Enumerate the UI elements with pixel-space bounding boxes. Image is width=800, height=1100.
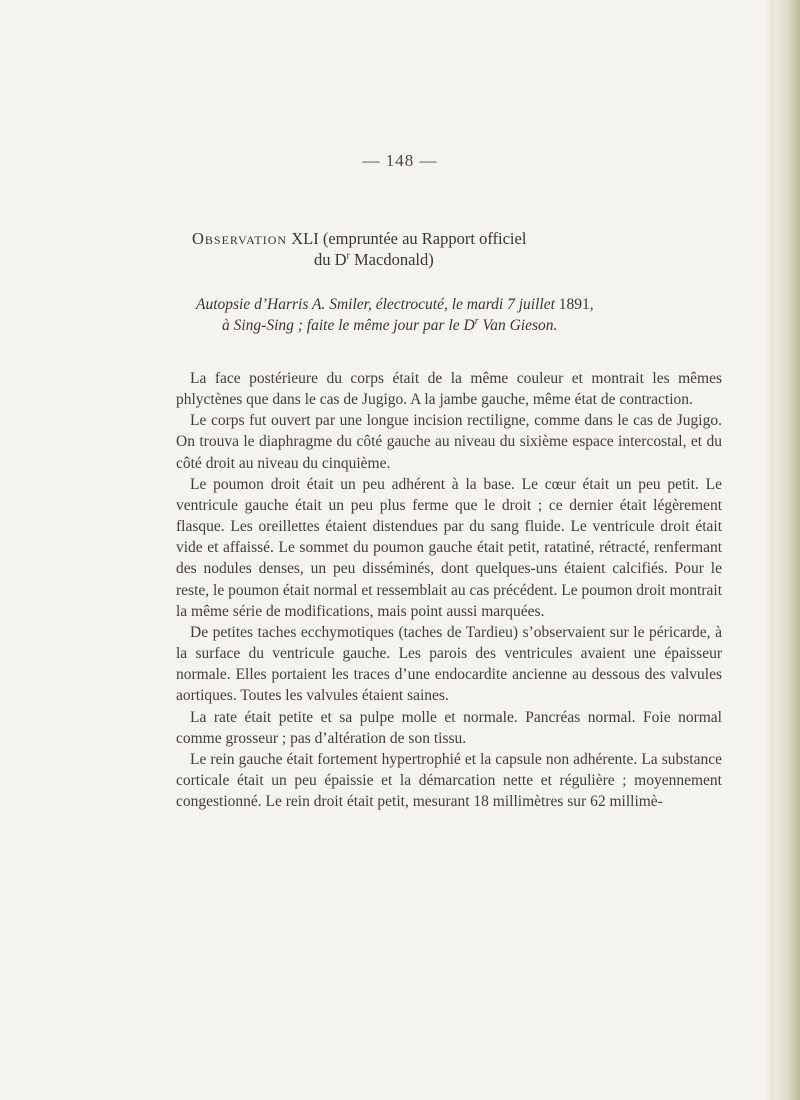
- subtitle-line2: [196, 315, 716, 336]
- observation-heading: [192, 228, 672, 270]
- observation-number: XLI: [291, 229, 319, 248]
- observation-doctor-sup: r: [346, 250, 350, 262]
- page-number: — 148 —: [362, 151, 438, 170]
- observation-source-line2: [192, 249, 672, 270]
- subtitle-line1: [196, 296, 594, 313]
- observation-label: Observation: [192, 229, 288, 248]
- paragraph: Le corps fut ouvert par une longue incision rectiligne, comme dans le cas de Jugigo. On trouva le diaphragme du côté gauche au niveau du sixième espace intercostal, et du côté droit au niveau du cinquième.: [176, 412, 722, 472]
- autopsy-subtitle: [196, 294, 716, 336]
- observation-doctor-prefix: du D: [314, 250, 347, 269]
- subtitle-year: 1891,: [558, 296, 594, 313]
- subtitle-line2-rest: Van Gieson.: [478, 317, 558, 334]
- observation-source-line1: (empruntée au Rapport officiel: [322, 229, 527, 248]
- subtitle-line2-prefix: à Sing-Sing ; faite le même jour par le D: [222, 317, 475, 334]
- paragraph: La rate était petite et sa pulpe molle et normale. Pancréas normal. Foie normal comme grosseur ; pas d’altération de son tissu.: [176, 708, 722, 747]
- paragraph: De petites taches ecchymotiques (taches de Tardieu) s’observaient sur le péricarde, à la surface du ventricule gauche. Les parois des ventricules avaient une épaisseur normale. Elles portaient les traces d’une endocardite ancienne au dessous des valvules aortiques. Toutes les valvules étaient saines.: [176, 623, 722, 705]
- paragraph: Le rein gauche était fortement hypertrophié et la capsule non adhérente. La substance corticale était un peu épaissie et la démarcation nette et régulière ; moyennement congestionné. Le rein droit était petit, mesurant 18 millimètres sur 62 millimè-: [176, 750, 722, 811]
- subtitle-line2-sup: r: [474, 315, 479, 327]
- observation-doctor-name: Macdonald): [349, 250, 434, 269]
- subtitle-line1-text: Autopsie d’Harris A. Smiler, électrocuté, le mardi 7 juillet: [196, 296, 555, 313]
- paragraph: Le poumon droit était un peu adhérent à la base. Le cœur était un peu petit. Le ventricule gauche était un peu plus ferme que le droit ; ce dernier était légèrement flasque. Les oreillettes étaient distendues par du sang fluide. Le ventricule droit était vide et affaissé. Le sommet du poumon gauche était petit, ratatiné, rétracté, renfermant des nodules denses, un peu disséminés, dont quelques-uns étaient calcifiés. Pour le reste, le poumon était normal et ressemblait au cas précédent. Le poumon droit montrait la même série de modifications, mais point aussi marquées.: [176, 475, 722, 620]
- body-text: [176, 368, 722, 812]
- paragraph: La face postérieure du corps était de la même couleur et montrait les mêmes phlyctènes que dans le cas de Jugigo. A la jambe gauche, même état de contraction.: [176, 370, 722, 409]
